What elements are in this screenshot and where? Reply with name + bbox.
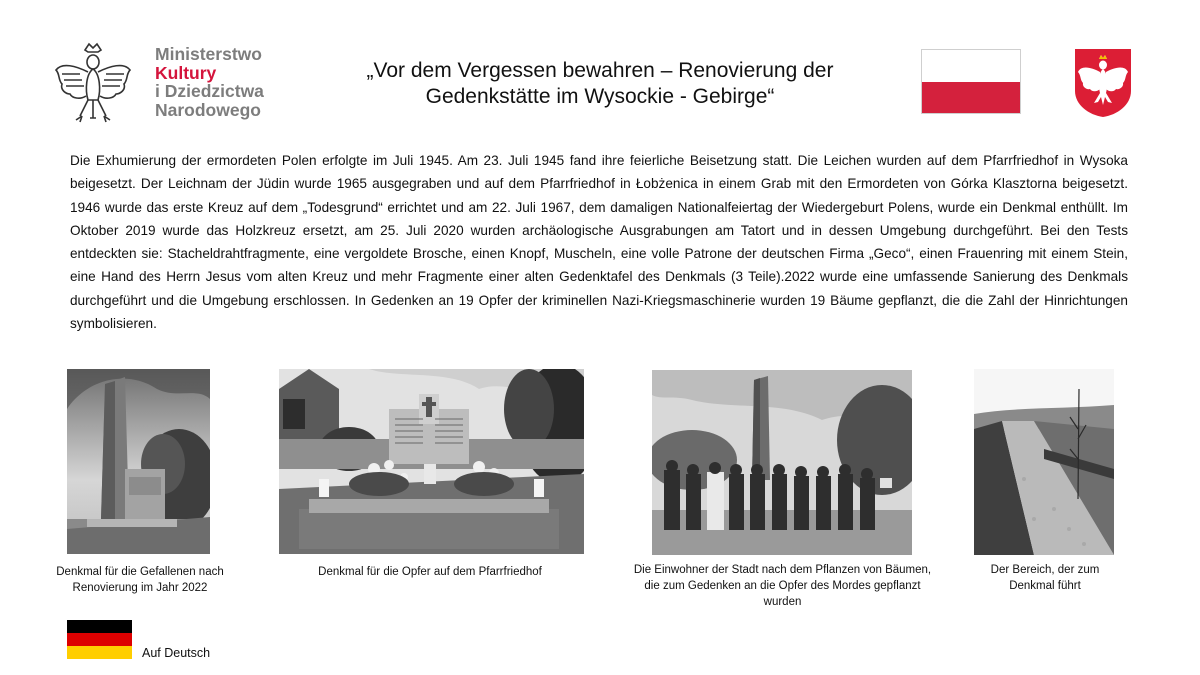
caption-line: Denkmal für die Opfer auf dem Pfarrfriedhof: [318, 566, 542, 578]
caption-photo-2: [280, 564, 580, 580]
polish-flag-icon: [921, 49, 1021, 114]
caption-line: Denkmal für die Gefallenen nach: [56, 566, 224, 578]
ministry-line-4: Narodowego: [155, 99, 261, 120]
page-title: [320, 58, 880, 110]
caption-line: Renovierung im Jahr 2022: [72, 582, 208, 594]
photo-path-to-memorial: [974, 369, 1114, 555]
caption-line: wurden: [763, 596, 802, 608]
caption-line: Die Einwohner der Stadt nach dem Pflanzen von Bäumen,: [633, 564, 932, 576]
polish-eagle-icon: [52, 40, 134, 130]
ministry-line-3: i Dziedzictwa: [155, 81, 264, 101]
title-line-1: „Vor dem Vergessen bewahren – Renovierung der: [366, 59, 834, 82]
caption-line: Der Bereich, der zum: [990, 564, 1100, 576]
ministry-line-1: Ministerstwo: [155, 44, 262, 64]
ministry-name: [155, 45, 264, 119]
caption-line: die zum Gedenken an die Opfer des Mordes gepflanzt: [644, 580, 921, 592]
photo-cemetery-memorial: [279, 369, 584, 554]
language-label[interactable]: Auf Deutsch: [142, 646, 211, 660]
caption-photo-3: [600, 562, 965, 610]
ministry-line-2: Kultury: [155, 62, 217, 83]
body-paragraph: Die Exhumierung der ermordeten Polen erfolgte im Juli 1945. Am 23. Juli 1945 fand ihre feierliche Beisetzung statt. Die Leichen wurden auf dem Pfarrfriedhof in Wysoka beigesetzt. Der Leichnam der Jüdin wurde 1965 ausgegraben und auf dem Pfarrfriedhof in Łobżenica in einem Grab mit den Ermordeten von Górka Klasztorna beigesetzt. 1946 wurde das erste Kreuz auf dem „Todesgrund“ errichtet und am 22. Juli 1967, dem damaligen Nationalfeiertag der Wiedergeburt Polens, wurde ein Denkmal enthüllt. Im Oktober 2019 wurde das Holzkreuz ersetzt, am 25. Juli 2020 wurden archäologische Ausgrabungen am Tatort und in dessen Umgebung durchgeführt. Bei den Tests entdeckten sie: Stacheldrahtfragmente, eine vergoldete Brosche, einen Knopf, Muscheln, eine volle Patrone der deutschen Firma „Geco“, einen Frauenring mit einem Stein, eine Hand des Herrn Jesus vom alten Kreuz und mehr Fragmente einer alten Gedenktafel des Denkmals (3 Teile).2022 wurde eine umfassende Sanierung des Denkmals durchgeführt und die Umgebung erschlossen. In Gedenken an 19 Opfer der kriminellen Nazi-Kriegsmaschinerie wurden 19 Bäume gepflanzt, die die Zahl der Hinrichtungen symbolisieren.: [70, 153, 1128, 332]
caption-line: Denkmal führt: [1009, 580, 1081, 592]
caption-photo-1: [40, 564, 240, 596]
photo-residents-group: [652, 370, 912, 555]
caption-photo-4: [970, 562, 1120, 594]
polish-coat-of-arms-icon: [1073, 47, 1133, 119]
title-line-2: Gedenkstätte im Wysockie - Gebirge“: [425, 85, 775, 108]
german-flag-icon[interactable]: [67, 620, 132, 659]
photo-monument-renovated: [67, 369, 210, 554]
